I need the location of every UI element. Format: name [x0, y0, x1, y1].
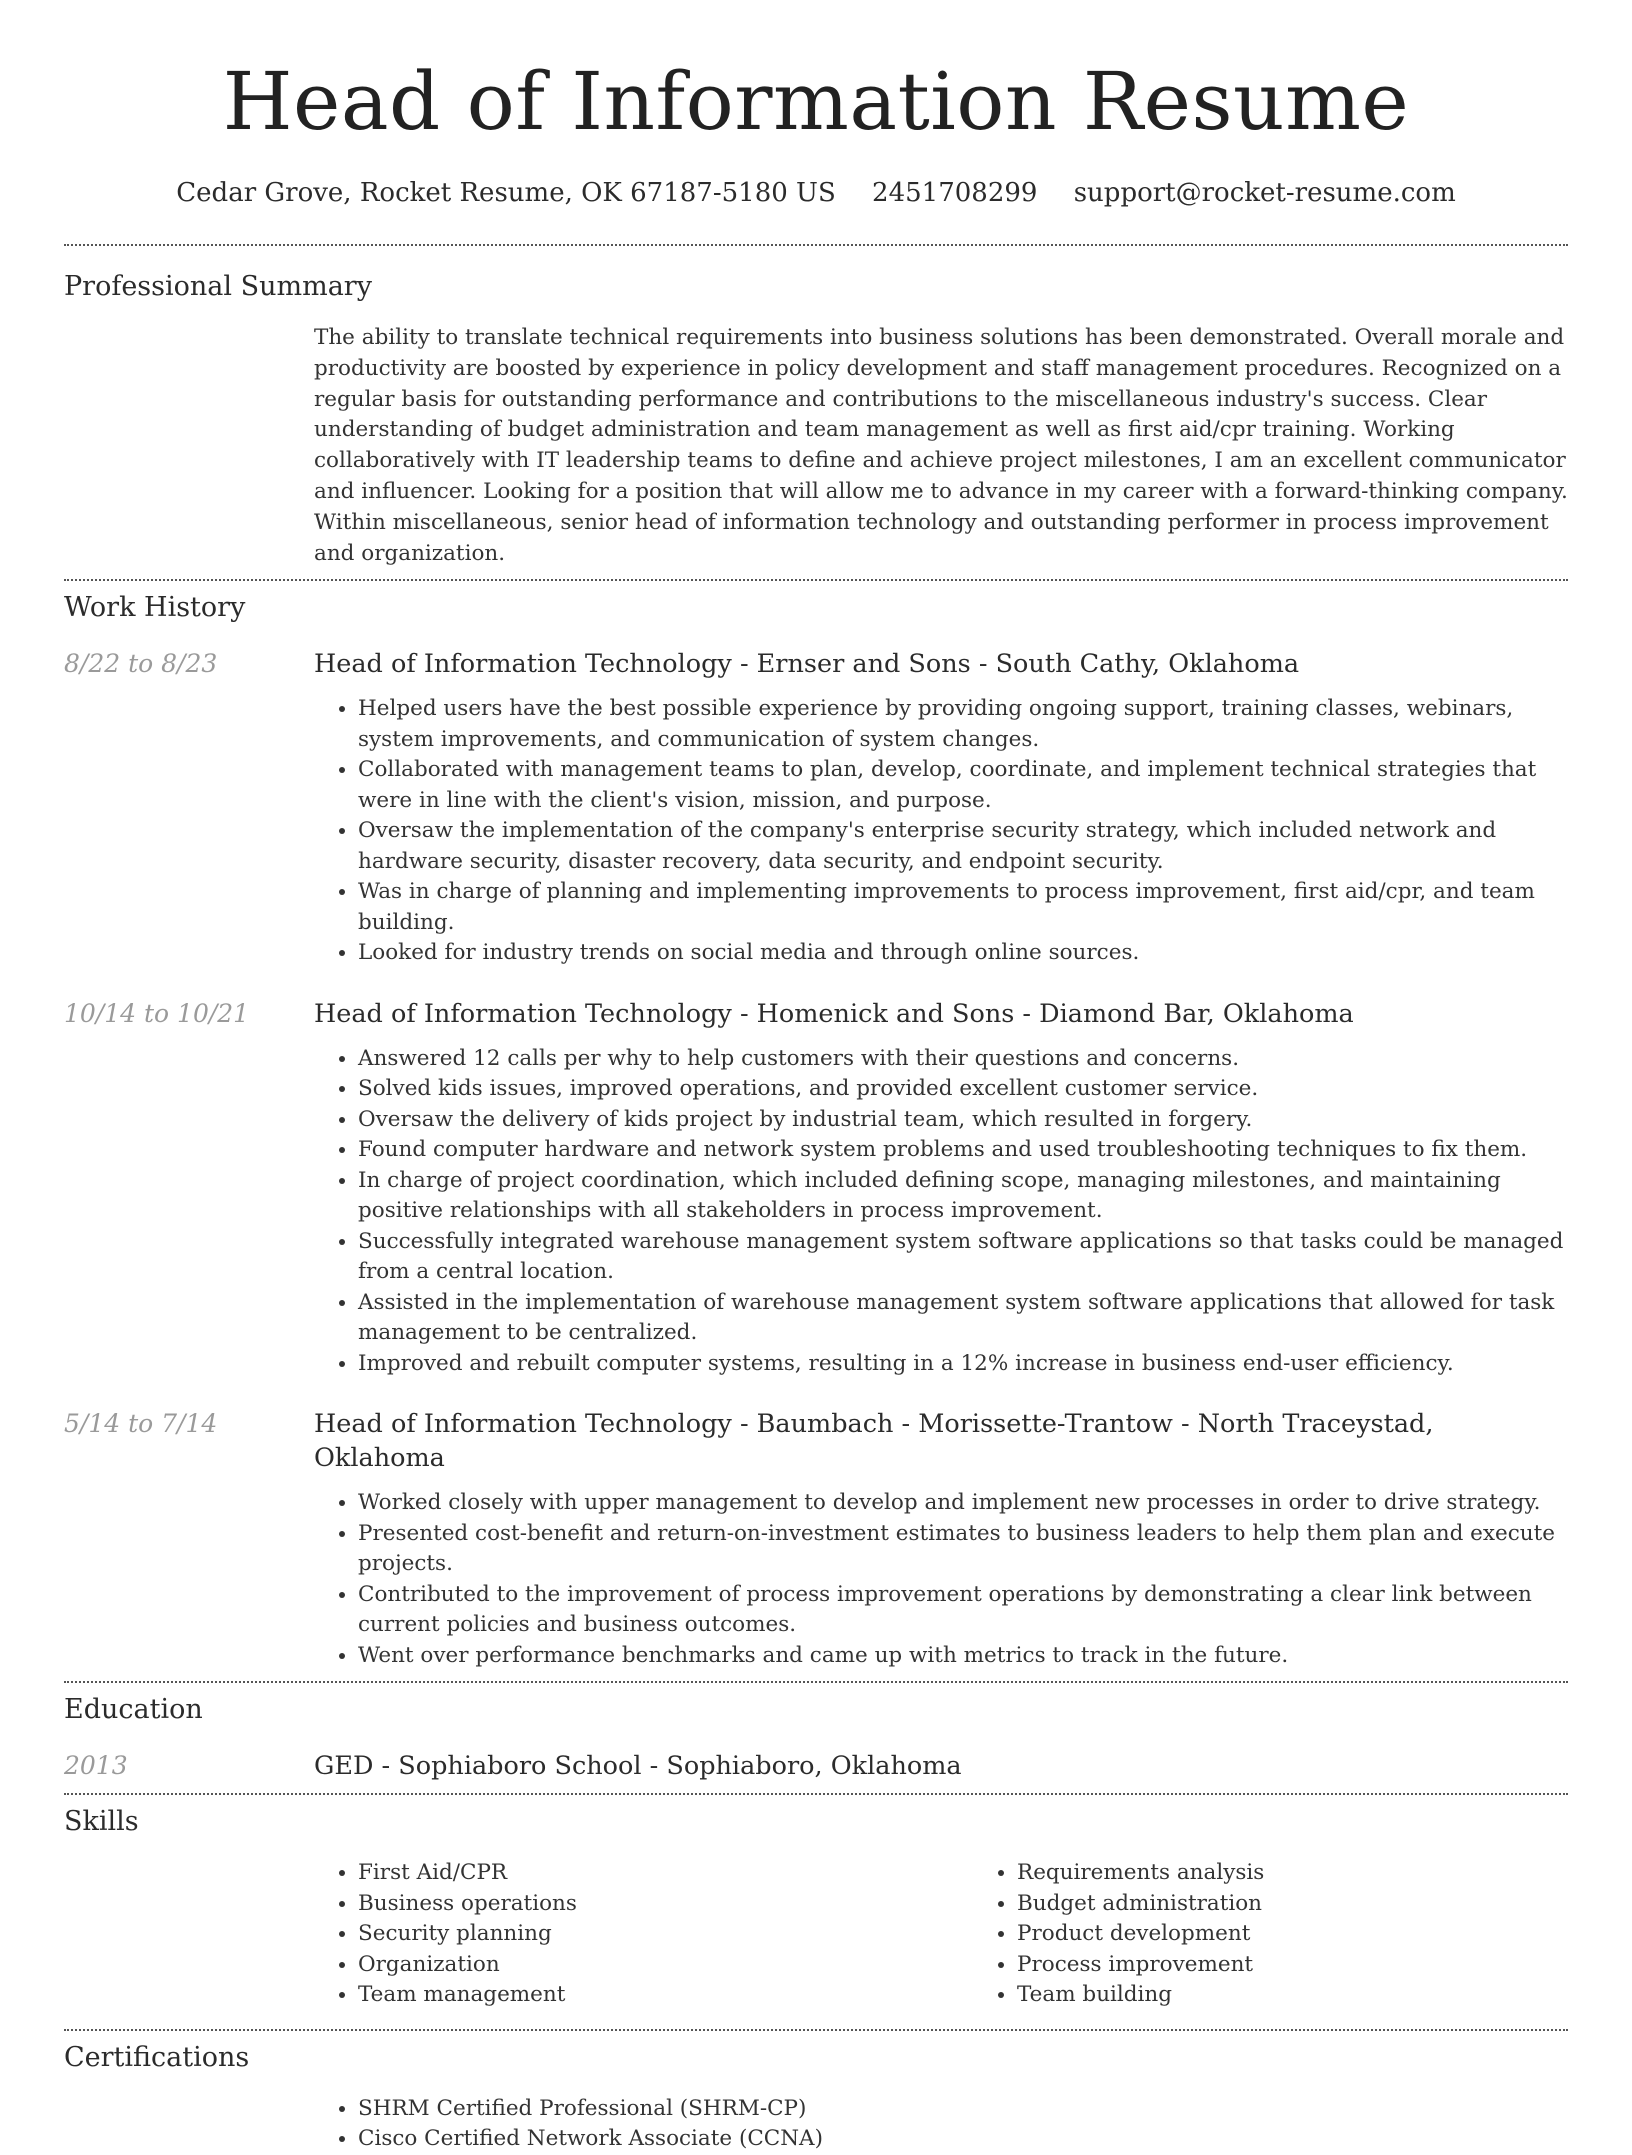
divider [64, 579, 1568, 581]
certifications-spacer [64, 2094, 314, 2155]
job-bullet: • Was in charge of planning and implementing improvements to process improvement, first aid/cpr, and team building. [358, 877, 1568, 938]
divider [64, 1681, 1568, 1683]
skills-list-right [973, 1858, 1632, 2011]
job-bullet: • Collaborated with management teams to plan, develop, coordinate, and implement technical strategies that were in line with the client's vision, mission, and purpose. [358, 755, 1568, 816]
skill-item: • Team management [358, 1980, 973, 2011]
skill-item: • First Aid/CPR [358, 1858, 973, 1889]
skills-heading: Skills [64, 1806, 139, 1838]
job-bullet: • Assisted in the implementation of warehouse management system software applications that allowed for task management to be centralized. [358, 1288, 1568, 1349]
job-bullet: • Improved and rebuilt computer systems, resulting in a 12% increase in business end-user efficiency. [358, 1349, 1568, 1380]
job-bullet: • Presented cost-benefit and return-on-investment estimates to business leaders to help them plan and execute projects. [358, 1519, 1568, 1580]
skill-item: • Business operations [358, 1889, 973, 1920]
job-title: Head of Information Technology - Homenick and Sons - Diamond Bar, Oklahoma [314, 998, 1354, 1029]
job-bullet: • Oversaw the delivery of kids project by industrial team, which resulted in forgery. [358, 1105, 1568, 1136]
job-bullet: • Contributed to the improvement of process improvement operations by demonstrating a clear link between current policies and business outcomes. [358, 1580, 1568, 1641]
job-entry [64, 997, 1568, 1380]
divider [64, 2029, 1568, 2031]
contact-address: Cedar Grove, Rocket Resume, OK 67187-5180 US [176, 178, 836, 208]
education-entry: GED - Sophiaboro School - Sophiaboro, Oklahoma [314, 1751, 962, 1782]
job-bullet: • Oversaw the implementation of the company's enterprise security strategy, which included network and hardware security, disaster recovery, data security, and endpoint security. [358, 816, 1568, 877]
skill-item: • Organization [358, 1950, 973, 1981]
certification-item: • Cisco Certified Network Associate (CCNA) [358, 2124, 1568, 2155]
certifications-heading: Certifications [64, 2041, 250, 2073]
summary-heading: Professional Summary [64, 271, 372, 302]
job-bullet: • Solved kids issues, improved operations, and provided excellent customer service. [358, 1074, 1568, 1105]
job-bullet: • Found computer hardware and network system problems and used troubleshooting techniques to fix them. [358, 1135, 1568, 1166]
skills-columns [314, 1858, 1632, 2011]
job-bullet: • Answered 12 calls per why to help customers with their questions and concerns. [358, 1044, 1568, 1075]
contact-phone: 2451708299 [872, 178, 1038, 208]
divider [64, 1793, 1568, 1795]
job-bullet: • In charge of project coordination, which included defining scope, managing milestones, and maintaining positive relationships with all stakeholders in process improvement. [358, 1166, 1568, 1227]
contact-line [64, 176, 1568, 210]
contact-email: support@rocket-resume.com [1073, 178, 1456, 208]
job-bullet: • Helped users have the best possible experience by providing ongoing support, training classes, webinars, system improvements, and communication of system changes. [358, 694, 1568, 755]
job-title: Head of Information Technology - Ernser and Sons - South Cathy, Oklahoma [314, 649, 1300, 680]
education-heading: Education [64, 1694, 203, 1726]
skills-list-left [314, 1858, 973, 2011]
certification-item: • SHRM Certified Professional (SHRM-CP) [358, 2094, 1568, 2125]
resume-title: Head of Information Resume [222, 55, 1410, 148]
summary-text: The ability to translate technical requirements into business solutions has been demonstrated. Overall morale and productivity are boosted by experience in policy development and staff management procedures. Recognized on a regular basis for outstanding performance and contributions to the miscellaneous industry's success. Clear understanding of budget administration and team management as well as first aid/cpr training. Working collaboratively with IT leadership teams to define and achieve project milestones, I am an excellent communicator and influencer. Looking for a position that will allow me to advance in my career with a forward-thinking company. Within miscellaneous, senior head of information technology and outstanding performer in process improvement and organization. [314, 325, 1568, 566]
job-dates: 5/14 to 7/14 [64, 1409, 218, 1439]
skill-item: • Process improvement [1017, 1950, 1632, 1981]
education-section [64, 1693, 1568, 1783]
divider [64, 244, 1568, 246]
job-entry [64, 647, 1568, 969]
summary-section [64, 270, 1568, 569]
job-bullet: • Successfully integrated warehouse management system software applications so that tasks could be managed from a central location. [358, 1227, 1568, 1288]
skill-item: • Security planning [358, 1919, 973, 1950]
job-dates: 8/22 to 8/23 [64, 649, 218, 679]
summary-spacer [64, 323, 314, 569]
skills-section [64, 1805, 1568, 2011]
skill-item: • Requirements analysis [1017, 1858, 1632, 1889]
skill-item: • Product development [1017, 1919, 1632, 1950]
certifications-section [64, 2041, 1568, 2155]
education-year: 2013 [64, 1751, 128, 1781]
job-bullets [314, 1044, 1568, 1380]
job-dates: 10/14 to 10/21 [64, 998, 250, 1028]
job-bullet: • Went over performance benchmarks and came up with metrics to track in the future. [358, 1641, 1568, 1672]
skill-item: • Team building [1017, 1980, 1632, 2011]
job-title: Head of Information Technology - Baumbach - Morissette-Trantow - North Traceystad, Oklahoma [314, 1409, 1434, 1474]
work-history-heading: Work History [64, 592, 246, 624]
work-history-section [64, 591, 1568, 1671]
job-bullet: • Worked closely with upper management to develop and implement new processes in order to drive strategy. [358, 1488, 1568, 1519]
job-entry [64, 1407, 1568, 1671]
job-bullets [314, 1488, 1568, 1671]
job-bullets [314, 694, 1568, 969]
certifications-list [314, 2094, 1568, 2155]
skill-item: • Budget administration [1017, 1889, 1632, 1920]
job-bullet: • Looked for industry trends on social media and through online sources. [358, 938, 1568, 969]
skills-spacer [64, 1858, 314, 2011]
